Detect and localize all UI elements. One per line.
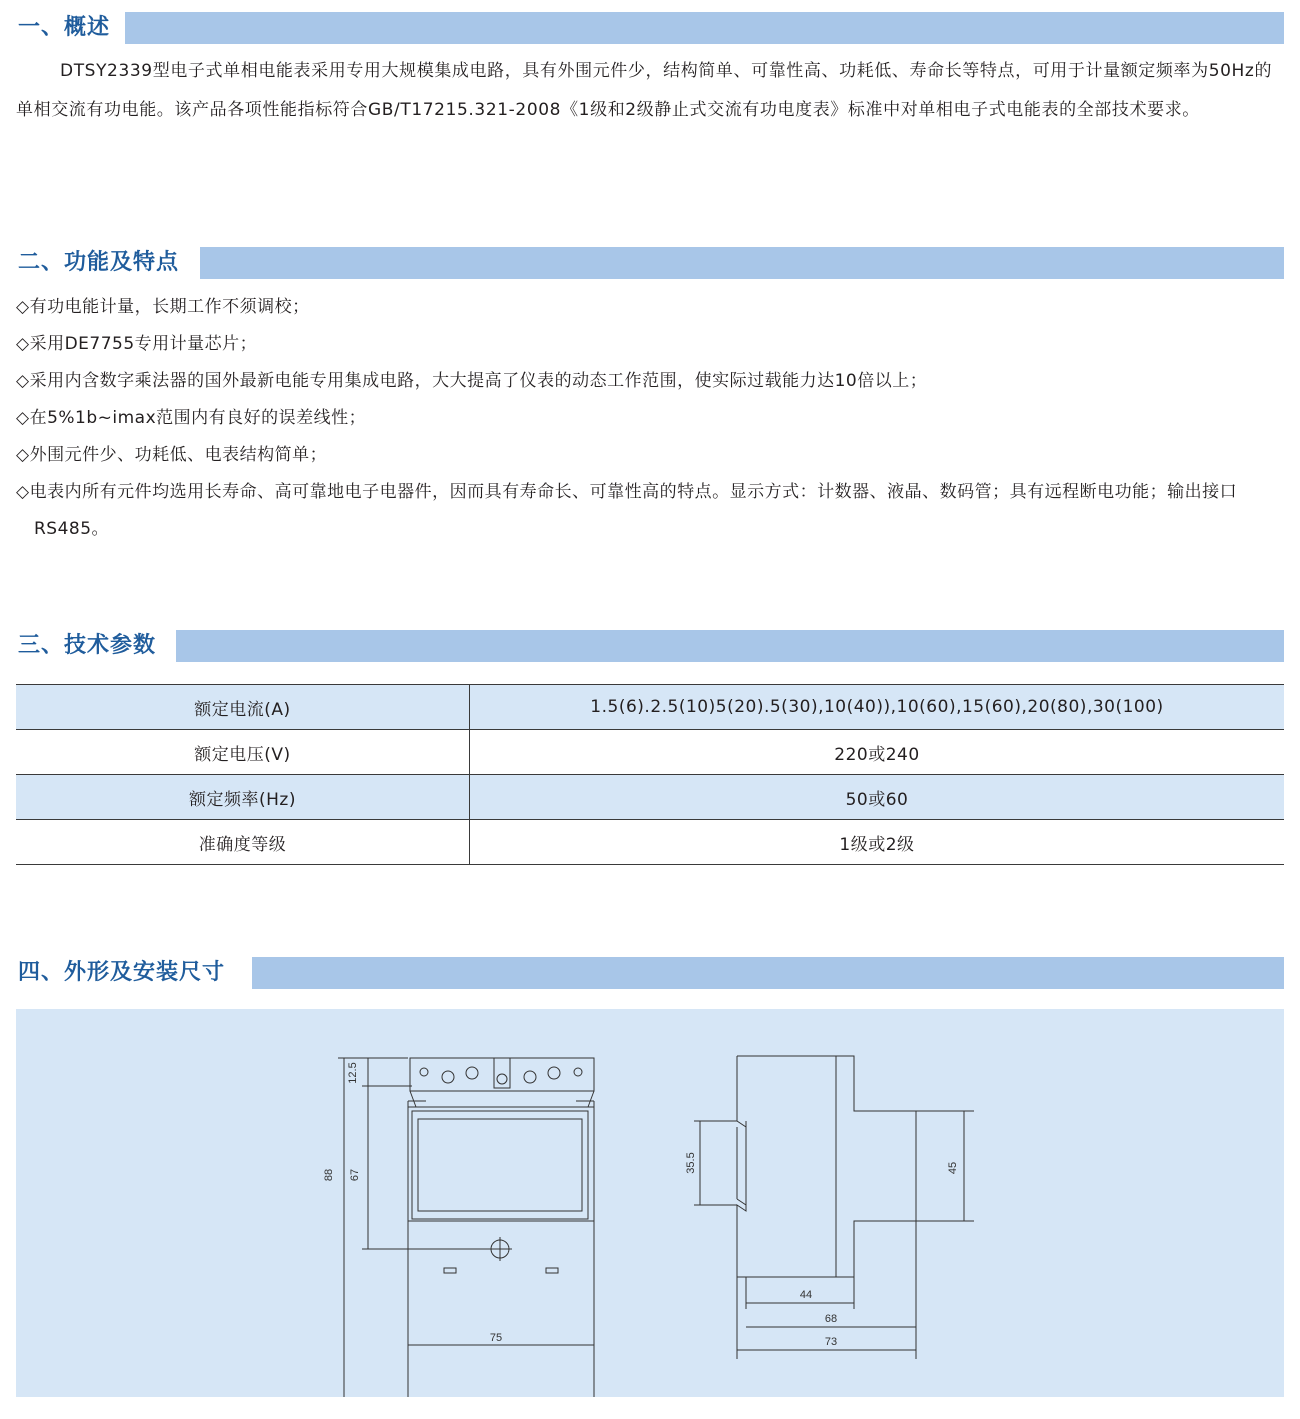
- section-title: 三、技术参数: [18, 633, 157, 658]
- section-header-bar: [125, 12, 1284, 44]
- list-item: ◇外围元件少、功耗低、电表结构简单；: [16, 445, 328, 465]
- spec-value: 50或60: [470, 775, 1285, 820]
- list-item: ◇有功电能计量，长期工作不须调校；: [16, 297, 310, 317]
- section-header-bar: [200, 247, 1284, 279]
- dim-label-d1: 44: [799, 1289, 813, 1301]
- table-row: [16, 820, 1284, 865]
- dim-label-width: 75: [489, 1332, 503, 1344]
- section-header-specs: [16, 630, 1284, 662]
- dim-label-depth-right: 45: [947, 1161, 959, 1175]
- section-header-overview: [16, 12, 1284, 44]
- list-item: ◇电表内所有元件均选用长寿命、高可靠地电子电器件，因而具有寿命长、可靠性高的特点。显示方式：计数器、液晶、数码管；具有远程断电功能；输出接口RS485。: [16, 482, 1238, 539]
- section-title: 四、外形及安装尺寸: [18, 960, 226, 985]
- spec-value: 220或240: [470, 730, 1285, 775]
- table-row: [16, 685, 1284, 730]
- section-title: 二、功能及特点: [18, 250, 180, 275]
- section-title: 一、概述: [18, 15, 111, 40]
- section-header-bar: [176, 630, 1284, 662]
- overview-paragraph: DTSY2339型电子式单相电能表采用专用大规模集成电路，具有外围元件少，结构简单、可靠性高、功耗低、寿命长等特点，可用于计量额定频率为50Hz的单相交流有功电能。该产品各项性能指标符合GB/T17215.321-2008《1级和2级静止式交流有功电度表》标准中对单相电子式电能表的全部技术要求。: [16, 61, 1273, 120]
- dimension-drawing-panel: [16, 1009, 1284, 1397]
- dim-label-top: 12.5: [347, 1062, 359, 1084]
- feature-list: [16, 289, 1284, 548]
- dimension-drawing: [16, 1009, 1284, 1397]
- section-header-bar: [252, 957, 1284, 989]
- list-item: ◇采用DE7755专用计量芯片；: [16, 334, 258, 354]
- spec-param: 准确度等级: [16, 820, 470, 865]
- dim-label-d3: 73: [824, 1336, 838, 1348]
- spec-param: 额定电流(A): [16, 685, 470, 730]
- spec-value: 1.5(6).2.5(10)5(20).5(30),10(40)),10(60),15(60),20(80),30(100): [470, 685, 1285, 730]
- spec-value: 1级或2级: [470, 820, 1285, 865]
- dim-label-d2: 68: [824, 1313, 838, 1325]
- table-row: [16, 730, 1284, 775]
- spec-param: 额定频率(Hz): [16, 775, 470, 820]
- section-header-dimensions: [16, 957, 1284, 989]
- dim-label-height: 88: [323, 1168, 335, 1182]
- list-item: ◇在5%1b~imax范围内有良好的误差线性；: [16, 408, 367, 428]
- spec-table: [16, 684, 1284, 865]
- display-window: [418, 1119, 582, 1211]
- table-row: [16, 775, 1284, 820]
- dim-label-rail: 35.5: [685, 1152, 697, 1174]
- section-header-features: [16, 247, 1284, 279]
- list-item: ◇采用内含数字乘法器的国外最新电能专用集成电路，大大提高了仪表的动态工作范围，使实际过载能力达10倍以上；: [16, 371, 928, 391]
- front-view: [338, 1058, 594, 1397]
- spec-param: 额定电压(V): [16, 730, 470, 775]
- dim-label-inner: 67: [349, 1168, 361, 1182]
